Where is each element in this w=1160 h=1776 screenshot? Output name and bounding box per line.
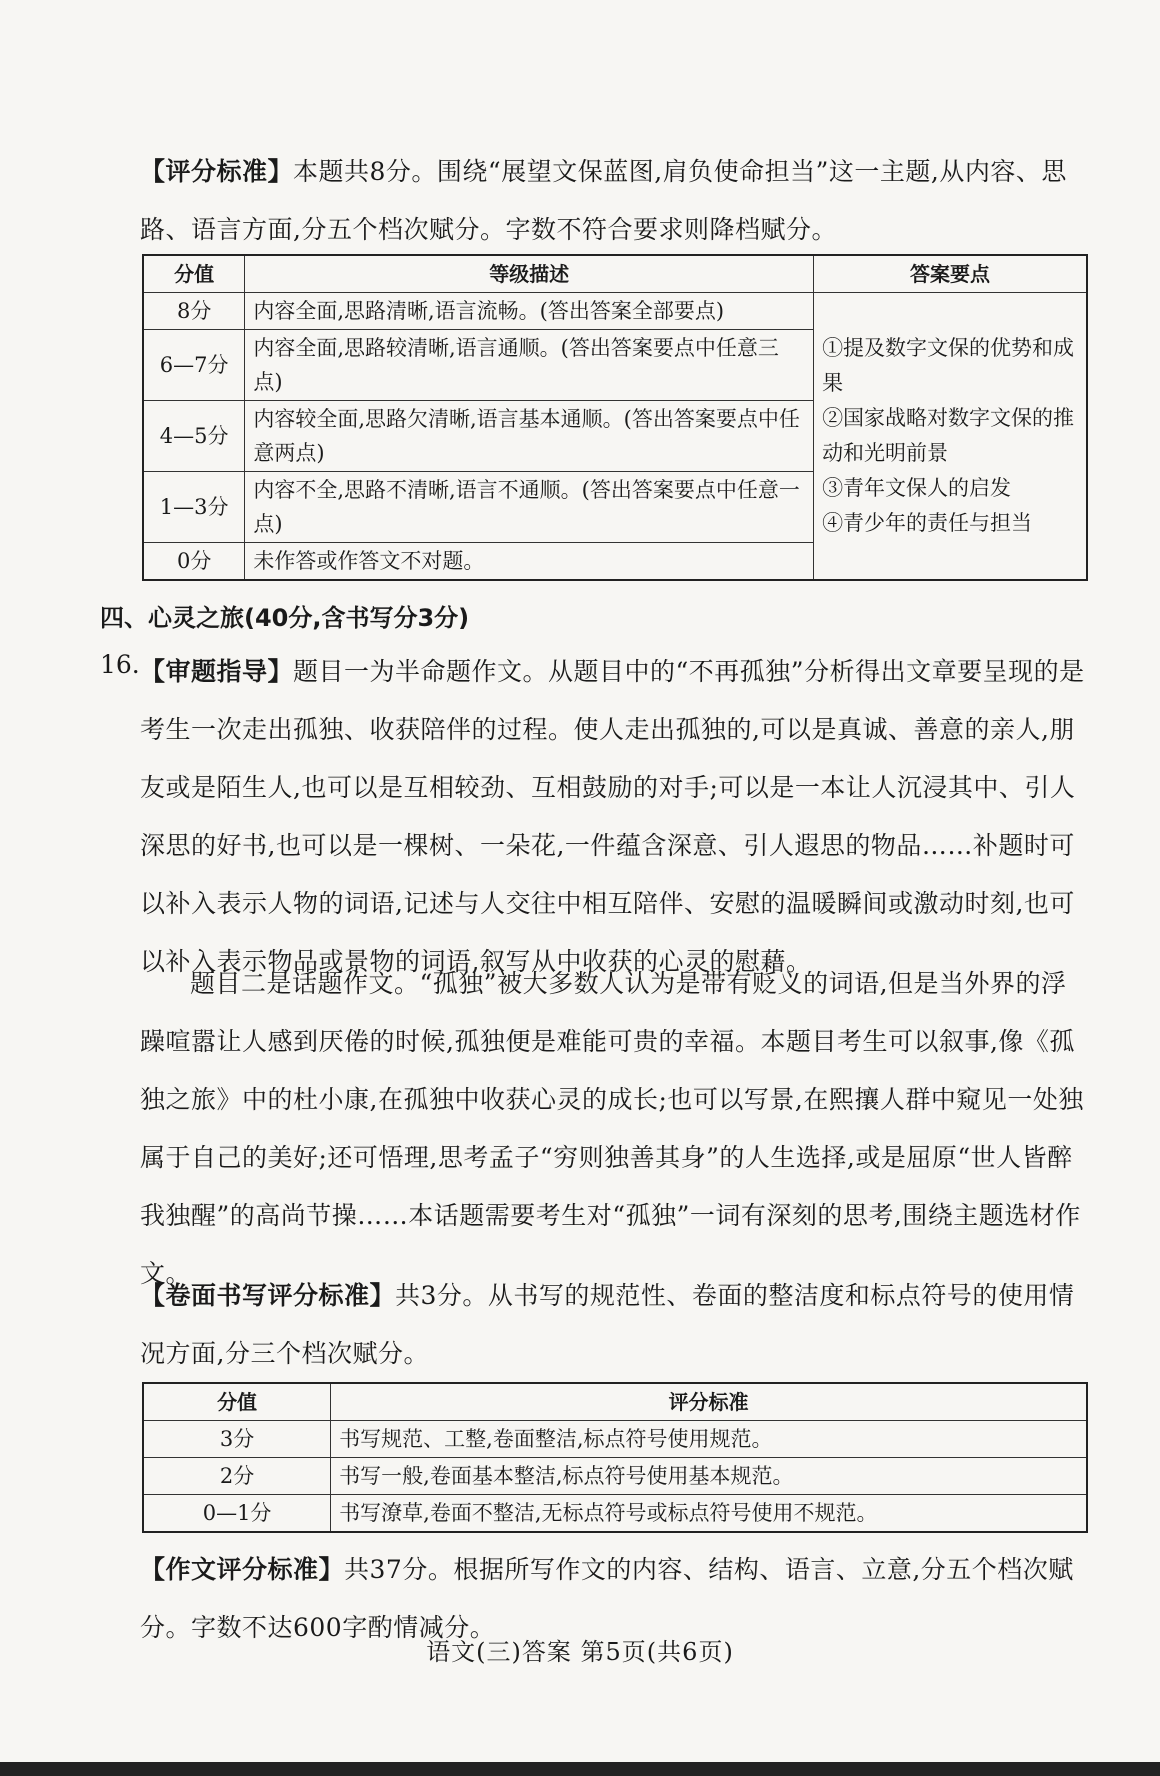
key-point: ③青年文保人的启发 [822, 476, 1012, 500]
handwriting-criteria-text: 共3分。从书写的规范性、卷面的整洁度和标点符号的使用情况方面,分三个档次赋分。 [140, 1281, 1075, 1368]
header-key-points: 答案要点 [814, 255, 1087, 293]
section-heading: 四、心灵之旅(40分,含书写分3分) [100, 604, 470, 632]
table-row [143, 1421, 1087, 1458]
essay-criteria-tag: 【作文评分标准】 [140, 1555, 345, 1584]
header-description: 等级描述 [245, 255, 814, 293]
handwriting-criteria-paragraph [140, 1267, 1090, 1383]
row-score: 3分 [143, 1421, 331, 1458]
row-standard: 书写规范、工整,卷面整洁,标点符号使用规范。 [331, 1421, 1087, 1458]
row-standard: 书写一般,卷面基本整洁,标点符号使用基本规范。 [331, 1458, 1087, 1495]
scan-edge-divider [0, 1762, 1160, 1776]
key-point: ②国家战略对数字文保的推动和光明前景 [822, 406, 1075, 465]
row-description: 未作答或作答文不对题。 [245, 543, 814, 581]
table-row [143, 1495, 1087, 1533]
table-header-row [143, 1383, 1087, 1421]
row-score: 4—5分 [143, 401, 245, 472]
row-description: 内容全面,思路较清晰,语言通顺。(答出答案要点中任意三点) [245, 330, 814, 401]
table-header-row [143, 255, 1087, 293]
row-description: 内容全面,思路清晰,语言流畅。(答出答案全部要点) [245, 293, 814, 330]
key-points-cell [814, 293, 1087, 581]
table-row [143, 293, 1087, 330]
scoring-criteria-tag: 【评分标准】 [140, 157, 294, 186]
topic-two-paragraph: 题目二是话题作文。“孤独”被大多数人认为是带有贬义的词语,但是当外界的浮躁喧嚣让人感到厌倦的时候,孤独便是难能可贵的幸福。本题目考生可以叙事,像《孤独之旅》中的杜小康,在孤独中收获心灵的成长;也可以写景,在熙攘人群中窥见一处独属于自己的美好;还可悟理,思考孟子“穷则独善其身”的人生选择,或是屈原“世人皆醉我独醒”的高尚节操……本话题需要考生对“孤独”一词有深刻的思考,围绕主题选材作文。 [140, 969, 1084, 1288]
scoring-criteria-text: 本题共8分。围绕“展望文保蓝图,肩负使命担当”这一主题,从内容、思路、语言方面,分五个档次赋分。字数不符合要求则降档赋分。 [140, 157, 1067, 244]
row-score: 2分 [143, 1458, 331, 1495]
question-guide-tag: 【审题指导】 [140, 657, 294, 686]
question-guide-paragraph [140, 643, 1090, 991]
header-score: 分值 [143, 1383, 331, 1421]
question-guide-text: 题目一为半命题作文。从题目中的“不再孤独”分析得出文章要呈现的是考生一次走出孤独、收获陪伴的过程。使人走出孤独的,可以是真诚、善意的亲人,朋友或是陌生人,也可以是互相较劲、互相鼓励的对手;可以是一本让人沉浸其中、引人深思的好书,也可以是一棵树、一朵花,一件蕴含深意、引人遐思的物品……补题时可以补入表示人物的词语,记述与人交往中相互陪伴、安慰的温暖瞬间或激动时刻,也可以补入表示物品或景物的词语,叙写从中收获的心灵的慰藉。 [140, 657, 1085, 976]
row-score: 0—1分 [143, 1495, 331, 1533]
key-point: ①提及数字文保的优势和成果 [822, 336, 1075, 395]
page-footer: 语文(三)答案 第5页(共6页) [426, 1638, 734, 1666]
row-description: 内容不全,思路不清晰,语言不通顺。(答出答案要点中任意一点) [245, 472, 814, 543]
row-description: 内容较全面,思路欠清晰,语言基本通顺。(答出答案要点中任意两点) [245, 401, 814, 472]
handwriting-grade-table [142, 1382, 1088, 1533]
essay-criteria-text: 共37分。根据所写作文的内容、结构、语言、立意,分五个档次赋分。字数不达600字酌情减分。 [140, 1555, 1074, 1642]
header-standard: 评分标准 [331, 1383, 1087, 1421]
handwriting-criteria-tag: 【卷面书写评分标准】 [140, 1281, 396, 1310]
key-point: ④青少年的责任与担当 [822, 511, 1033, 535]
row-score: 8分 [143, 293, 245, 330]
row-score: 0分 [143, 543, 245, 581]
table-row [143, 1458, 1087, 1495]
row-standard: 书写潦草,卷面不整洁,无标点符号或标点符号使用不规范。 [331, 1495, 1087, 1533]
question-number: 16. [100, 650, 140, 679]
header-score: 分值 [143, 255, 245, 293]
row-score: 6—7分 [143, 330, 245, 401]
row-score: 1—3分 [143, 472, 245, 543]
scoring-criteria-paragraph [140, 143, 1090, 259]
essay-grade-table [142, 254, 1088, 581]
